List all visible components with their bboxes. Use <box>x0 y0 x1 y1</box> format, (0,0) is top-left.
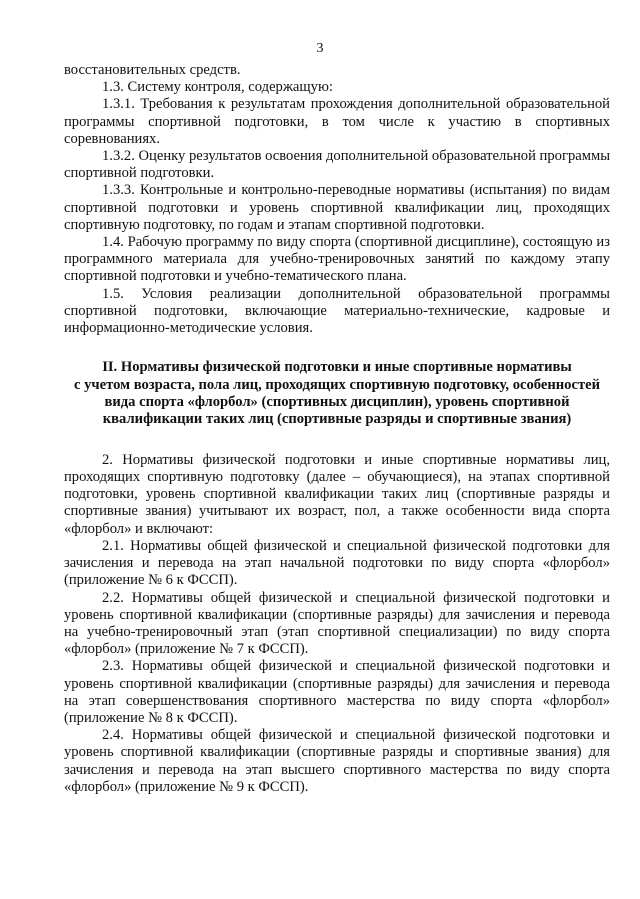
paragraph: 1.3.2. Оценку результатов освоения дополнительной образовательной программы спортивной подготовки. <box>64 148 610 182</box>
paragraph: 1.3.3. Контрольные и контрольно-переводные нормативы (испытания) по видам спортивной подготовки и уровень спортивной квалификации лиц, проходящих спортивную подготовку, по годам и этапам спортивной подготовки. <box>64 182 610 233</box>
paragraph: 2.2. Нормативы общей физической и специальной физической подготовки и уровень спортивной квалификации (спортивные разряды) для зачисления и перевода на учебно-тренировочный этап (этап спортивной специализации) по виду спорта «флорбол» (приложение № 7 к ФССП). <box>64 589 610 658</box>
paragraph: 1.3. Систему контроля, содержащую: <box>102 79 333 96</box>
paragraph: 2.3. Нормативы общей физической и специальной физической подготовки и уровень спортивной квалификации (спортивные разряды) для зачисления и перевода на этап совершенствования спортивного мастерства по виду спорта «флорбол» (приложение № 8 к ФССП). <box>64 658 610 726</box>
paragraph: 1.5. Условия реализации дополнительной образовательной программы спортивной подготовки, включающие материально-технические, кадровые и информационно-методические условия. <box>64 285 610 337</box>
section-heading <box>64 359 610 429</box>
section-heading-line: II. Нормативы физической подготовки и иные спортивные нормативы <box>102 359 572 376</box>
paragraph: 2.1. Нормативы общей физической и специальной физической подготовки для зачисления и перевода на этап начальной подготовки по виду спорта «флорбол» (приложение № 6 к ФССП). <box>64 537 610 589</box>
page-number: 3 <box>316 41 324 56</box>
section-heading-line: с учетом возраста, пола лиц, проходящих спортивную подготовку, особенностей <box>74 376 600 393</box>
paragraphs-top <box>64 62 610 337</box>
section-heading-line: вида спорта «флорбол» (спортивных дисциплин), уровень спортивной <box>104 394 570 411</box>
paragraph: 1.3.1. Требования к результатам прохождения дополнительной образовательной программы спортивной подготовки, в том числе к участию в спортивных соревнованиях. <box>64 96 610 147</box>
paragraph: 1.4. Рабочую программу по виду спорта (спортивной дисциплине), состоящую из программного материала для учебно-тренировочных занятий по каждому этапу спортивной подготовки и учебно-тематического плана. <box>64 234 610 285</box>
document-body <box>64 62 610 796</box>
section-heading-line: квалификации таких лиц (спортивные разряды и спортивные звания) <box>102 411 572 428</box>
paragraph: восстановительных средств. <box>64 62 241 78</box>
paragraph: 2.4. Нормативы общей физической и специальной физической подготовки и уровень спортивной квалификации (спортивные разряды и спортивные звания) для зачисления и перевода на этап высшего спортивного мастерства по виду спорта «флорбол» (приложение № 9 к ФССП). <box>64 727 610 795</box>
paragraphs-bottom <box>64 452 610 796</box>
paragraph: 2. Нормативы физической подготовки и иные спортивные нормативы лиц, проходящих спортивную подготовку (далее – обучающиеся), на этапах спортивной подготовки, уровень спортивной квалификации таких лиц (спортивные разряды и спортивные звания) учитывают их возраст, пол, а также особенности вида спорта «флорбол» и включают: <box>64 451 610 537</box>
